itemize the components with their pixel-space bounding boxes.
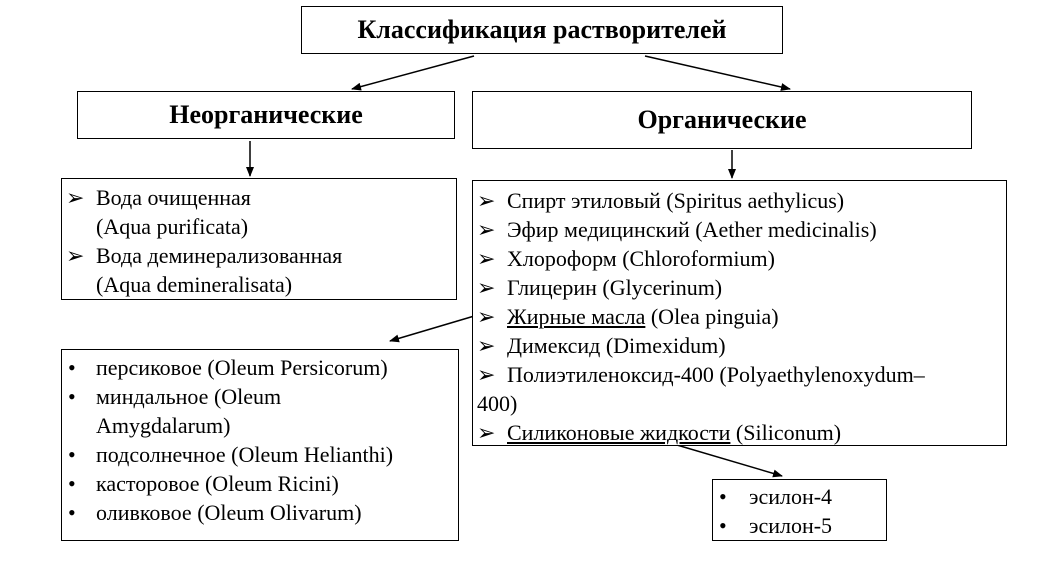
list-item [473,186,1006,215]
dot-bullet-icon: • [68,500,76,525]
item-text: Эфир медицинский (Aether medicinalis) [507,217,877,242]
item-text: эсилон-5 [749,513,833,538]
inorganic-header-box [77,91,455,139]
item-line: оливковое (Oleum Olivarum) [96,500,362,525]
list-item [62,469,458,498]
item-line: подсолнечное (Oleum Helianthi) [96,442,394,467]
dot-bullet-icon: • [68,471,76,496]
arrow-bullet-icon: ➢ [477,246,496,271]
arrow-bullet-icon: ➢ [477,362,496,387]
list-item [62,440,458,469]
list-item [713,482,886,511]
organic-header: Органические [637,105,807,134]
list-item [62,498,458,527]
list-item [473,331,1006,360]
list-item [62,241,456,299]
list-item [473,302,1006,331]
dot-bullet-icon: • [719,484,727,509]
dot-bullet-icon: • [719,513,727,538]
arrow-title-to-inorganic [352,56,474,89]
arrow-bullet-icon: ➢ [477,304,496,329]
item-text: Хлороформ (Chloroformium) [507,246,775,271]
item-wrap-line: 400) [477,391,518,416]
item-line: касторовое (Oleum Ricini) [96,471,339,496]
inorganic-header: Неорганические [169,100,363,129]
arrow-bullet-icon: ➢ [477,420,496,445]
item-line: (Aqua purificata) [96,214,249,239]
item-line: персиковое (Oleum Persicorum) [96,355,388,380]
oils-list [61,349,459,541]
classification-title: Классификация растворителей [357,15,727,44]
list-item [473,215,1006,244]
organic-header-box [472,91,972,149]
item-line: Вода деминерализованная [96,243,343,268]
arrow-bullet-icon: ➢ [66,243,85,268]
classification-title-box [301,6,783,54]
list-item [473,360,1006,389]
list-item [473,273,1006,302]
arrow-bullet-icon: ➢ [477,217,496,242]
dot-bullet-icon: • [68,384,76,409]
arrow-bullet-icon: ➢ [477,333,496,358]
item-text: Полиэтиленоксид-400 (Polyaethylenoxydum– [507,362,925,387]
item-text: Спирт этиловый (Spiritus aethylicus) [507,188,845,213]
arrow-bullet-icon: ➢ [477,275,496,300]
arrow-bullet-icon: ➢ [66,185,85,210]
list-item [62,183,456,241]
silicones-list [712,479,887,541]
item-line: Amygdalarum) [96,413,231,438]
item-text-underlined: Жирные масла [507,304,646,329]
item-text: (Olea pinguia) [645,304,779,329]
item-text: (Siliconum) [730,420,842,445]
list-item [62,382,458,440]
list-item [713,511,886,540]
list-item [473,244,1006,273]
arrow-bullet-icon: ➢ [477,188,496,213]
list-item [473,418,1006,447]
item-text: Димексид (Dimexidum) [507,333,726,358]
dot-bullet-icon: • [68,355,76,380]
item-line: (Aqua demineralisata) [96,272,293,297]
dot-bullet-icon: • [68,442,76,467]
item-text: эсилон-4 [749,484,833,509]
arrow-title-to-organic [645,56,790,89]
item-text: Глицерин (Glycerinum) [507,275,723,300]
organic-list [472,180,1007,446]
list-item [62,353,458,382]
item-line: Вода очищенная [96,185,251,210]
item-line: миндальное (Oleum [96,384,282,409]
inorganic-list [61,178,457,300]
item-text-underlined: Силиконовые жидкости [507,420,731,445]
